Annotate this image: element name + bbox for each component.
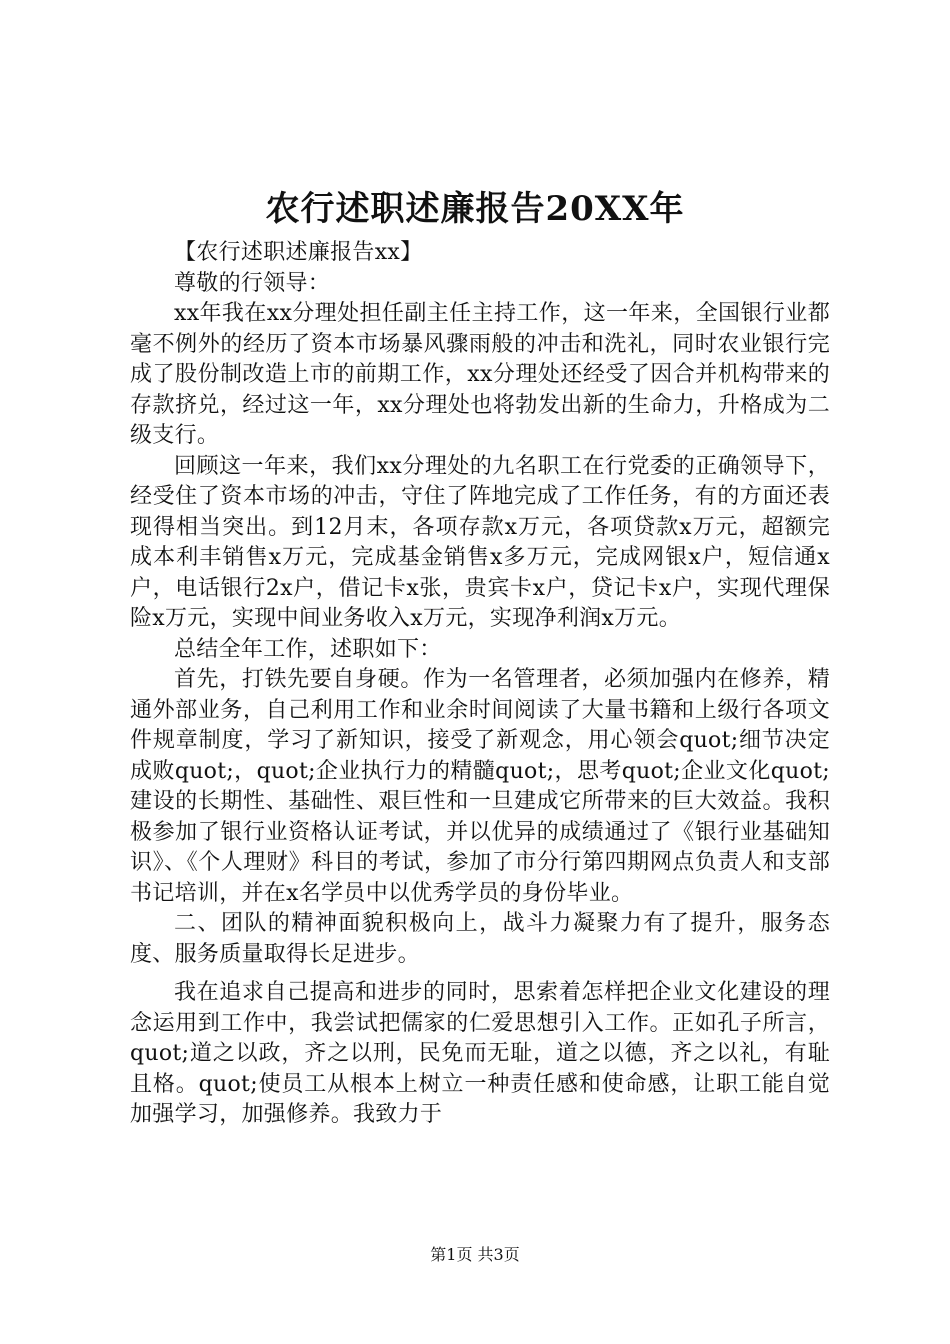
body-paragraph-salutation: 尊敬的行领导： [174,270,331,296]
body-paragraph: 总结全年工作，述职如下： [174,636,442,662]
body-paragraph: 二、团队的精神面貌积极向上，战斗力凝聚力有了提升，服务态度、服务质量取得长足进步。 [130,911,830,967]
page-footer: 第1页 共3页 [430,1245,520,1264]
body-paragraph: 回顾这一年来，我们xx分理处的九名职工在行党委的正确领导下，经受住了资本市场的冲击，守住了阵地完成了工作任务，有的方面还表现得相当突出。到12月末，各项存款x万元，各项贷款x万元，超额完成本利丰销售x万元，完成基金销售x多万元，完成网银x户，短信通x户，电话银行2x户，借记卡x张，贵宾卡x户，贷记卡x户，实现代理保险x万元，实现中间业务收入x万元，实现净利润x万元。 [130,453,830,631]
document-title: 农行述职述廉报告20XX年 [265,189,685,229]
document-body [130,238,830,1131]
body-paragraph: 首先，打铁先要自身硬。作为一名管理者，必须加强内在修养，精通外部业务，自己利用工作和业余时间阅读了大量书籍和上级行各项文件规章制度，学习了新知识，接受了新观念，用心领会quot;细节决定成败quot;，quot;企业执行力的精髓quot;，思考quot;企业文化quot;建设的长期性、基础性、艰巨性和一旦建成它所带来的巨大效益。我积极参加了银行业资格认证考试，并以优异的成绩通过了《银行业基础知识》、《个人理财》科目的考试，参加了市分行第四期网点负责人和支部书记培训，并在x名学员中以优秀学员的身份毕业。 [130,667,830,906]
body-paragraph: 我在追求自己提高和进步的同时，思索着怎样把企业文化建设的理念运用到工作中，我尝试把儒家的仁爱思想引入工作。正如孔子所言，quot;道之以政，齐之以刑，民免而无耻，道之以德，齐之以礼，有耻且格。quot;使员工从根本上树立一种责任感和使命感，让职工能自觉加强学习，加强修养。我致力于 [130,980,830,1127]
body-paragraph-heading: 【农行述职述廉报告xx】 [174,240,423,265]
body-paragraph: xx年我在xx分理处担任副主任主持工作，这一年来，全国银行业都毫不例外的经历了资本市场暴风骤雨般的冲击和洗礼，同时农业银行完成了股份制改造上市的前期工作，xx分理处还经受了因合并机构带来的存款挤兑，经过这一年，xx分理处也将勃发出新的生命力，升格成为二级支行。 [130,301,830,448]
